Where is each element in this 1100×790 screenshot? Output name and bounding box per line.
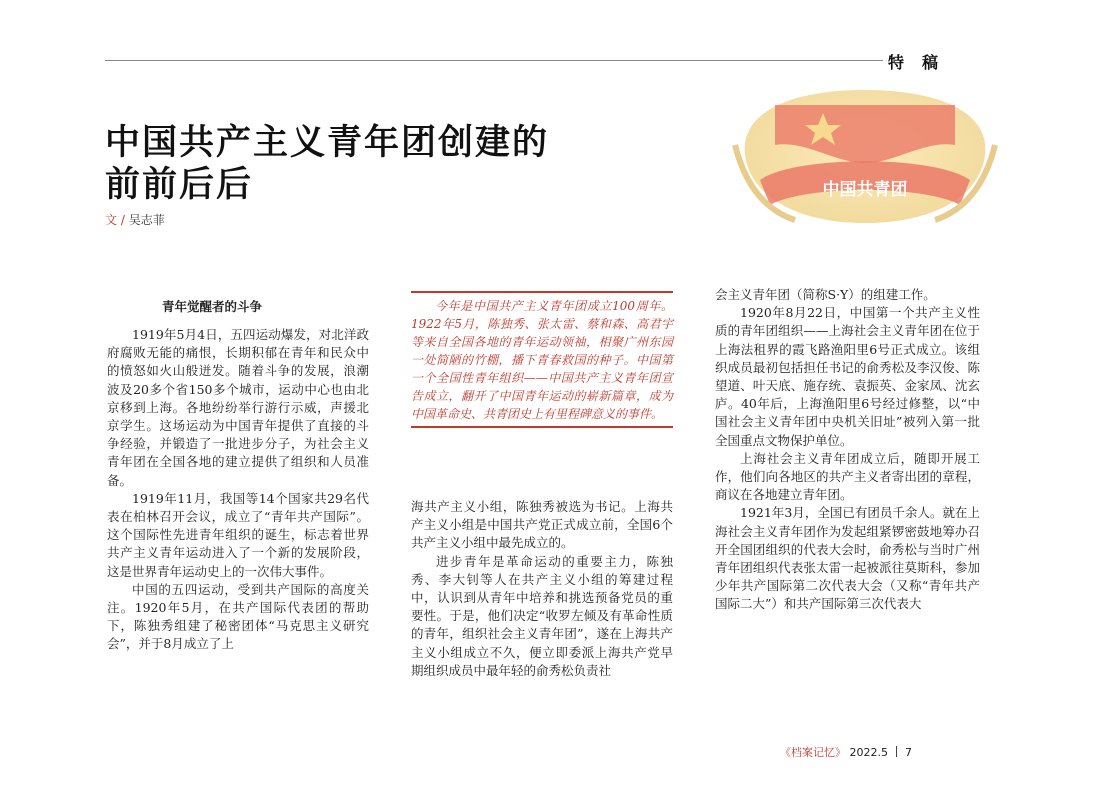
paragraph: 1919年5月4日，五四运动爆发，对北洋政府腐败无能的痛恨，长期积郁在青年和民众中的愤怒如火山般迸发。随着斗争的发展，浪潮波及20多个省150多个城市，运动中心也由北京移到上海。各地纷纷举行游行示威，声援北京学生。这场运动为中国青年提供了直接的斗争经验，并锻造了一批进步分子，为社会主义青年团在全国各地的建立提供了组织和人员准备。 bbox=[107, 327, 369, 488]
paragraph: 上海社会主义青年团成立后，随即开展工作，他们向各地区的共产主义者寄出团的章程，商议在各地建立青年团。 bbox=[715, 450, 980, 503]
article-title bbox=[105, 122, 549, 206]
paragraph: 1921年3月，全国已有团员千余人。就在上海社会主义青年团作为发起组紧锣密鼓地筹办召开全国团组织的代表大会时，俞秀松与当时广州青年团组织代表张太雷一起被派往莫斯科，参加少年共产国际第二次代表大会（又称“青年共产国际二大”）和共产国际第三次代表大 bbox=[715, 505, 980, 612]
paragraph: 进步青年是革命运动的重要主力，陈独秀、李大钊等人在共产主义小组的筹建过程中，认识到从青年中培养和挑选预备党员的重要性。于是，他们决定“收罗左倾及有革命性质的青年，组织社会主义青年团”，遂在上海共产主义小组成立不久，便立即委派上海共产党早期组织成员中最年轻的俞秀松负责社 bbox=[411, 553, 673, 678]
author-name: 吴志菲 bbox=[128, 213, 165, 227]
paragraph: 海共产主义小组，陈独秀被选为书记。上海共产主义小组是中国共产党正式成立前，全国6个共产主义小组中最先成立的。 bbox=[411, 499, 673, 551]
paragraph: 中国的五四运动，受到共产国际的高度关注。1920年5月，在共产国际代表团的帮助下，陈独秀组建了秘密团体“马克思主义研究会”，并于8月成立了上 bbox=[107, 581, 369, 652]
pull-quote bbox=[411, 291, 673, 428]
paragraph: 1920年8月22日，中国第一个共产主义性质的青年团组织——上海社会主义青年团在位于上海法租界的霞飞路渔阳里6号正式成立。该组织成员最初包括担任书记的俞秀松及李汉俊、陈望道、叶天底、施存统、袁振英、金家凤、沈玄庐。40年后，上海渔阳里6号经过修整，以“中国社会主义青年团中央机关旧址”被列入第一批全国重点文物保护单位。 bbox=[715, 305, 980, 448]
section-label: 特稿 bbox=[888, 53, 957, 72]
title-line-1: 中国共产主义青年团创建的 bbox=[105, 123, 550, 163]
header-rule bbox=[105, 60, 883, 61]
communist-youth-league-emblem-icon bbox=[725, 85, 1005, 225]
pull-quote-text: 今年是中国共产主义青年团成立100周年。1922年5月，陈独秀、张太雷、蔡和森、高君宇等来自全国各地的青年运动领袖，相聚广州东园一处简陋的竹棚，播下青春救国的种子。中国第一个全国性青年组织——中国共产主义青年团宣告成立，翻开了中国青年运动的崭新篇章，成为中国革命史、共青团史上有里程碑意义的事件。 bbox=[411, 299, 673, 421]
byline bbox=[105, 211, 165, 228]
page-footer bbox=[780, 744, 912, 760]
byline-prefix: 文 / bbox=[105, 213, 125, 227]
magazine-name: 《档案记忆》 bbox=[780, 746, 846, 759]
column-2 bbox=[411, 498, 673, 680]
footer-divider bbox=[896, 746, 897, 757]
paragraph: 1919年11月，我国等14个国家共29名代表在柏林召开会议，成立了“青年共产国际”。这个国际性先进青年组织的诞生，标志着世界共产主义青年运动进入了一个新的发展阶段，这是世界青年运动史上的一次伟大事件。 bbox=[107, 490, 369, 579]
emblem-text: 中国共青团 bbox=[822, 180, 908, 200]
page-number: 7 bbox=[905, 746, 912, 759]
title-line-2: 前前后后 bbox=[105, 165, 254, 205]
issue-number: 2022.5 bbox=[849, 746, 888, 759]
column-1 bbox=[107, 326, 369, 654]
section-heading: 青年觉醒者的斗争 bbox=[162, 299, 263, 314]
paragraph: 会主义青年团（简称S·Y）的组建工作。 bbox=[715, 287, 936, 302]
column-3 bbox=[715, 286, 980, 614]
